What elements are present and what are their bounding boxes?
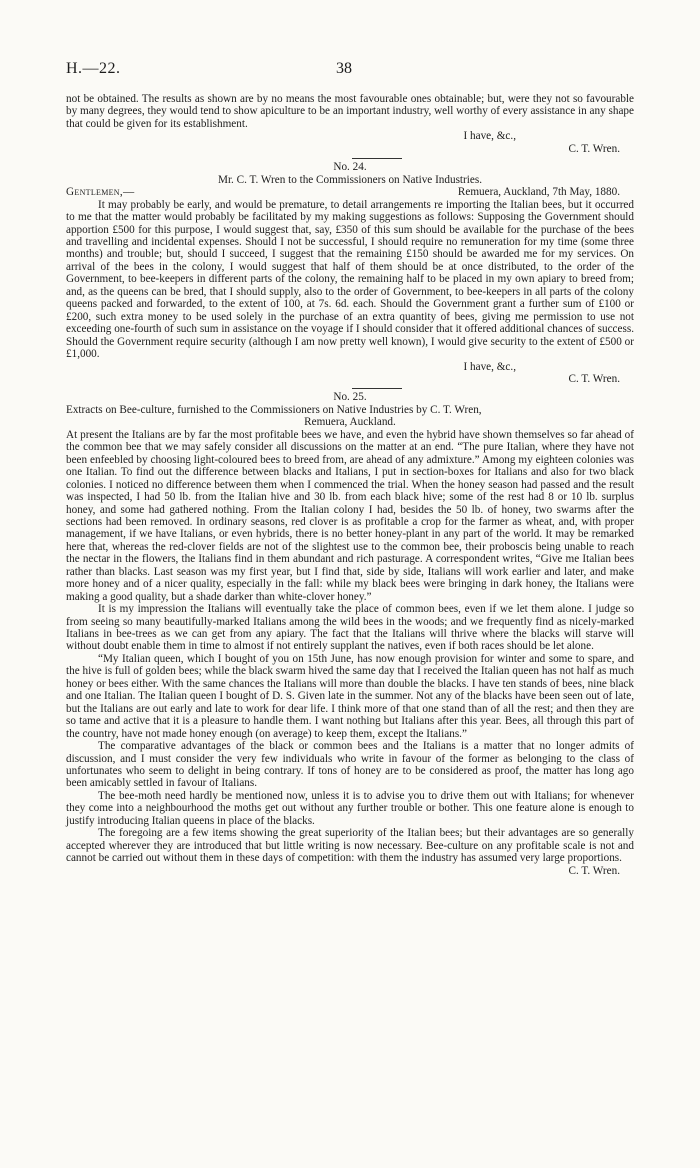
page-number: 38 xyxy=(336,60,352,77)
letter25-signature: C. T. Wren. xyxy=(568,864,620,877)
section-divider xyxy=(352,158,402,159)
letter24-salutation: Gentlemen,— xyxy=(66,186,135,199)
letter25-title-line2: Remuera, Auckland. xyxy=(304,416,396,429)
letter24-title: Mr. C. T. Wren to the Commissioners on Native Industries. xyxy=(218,173,482,186)
letter25-paragraph-1: At present the Italians are by far the most profitable bees we have, and even the hybrid have shown themselves so far ahead of the common bee that we may safely consider all discussions on the matter at an end. “The pure Italian, where they have not been enfeebled by choosing light-coloured bees to breed from, are ahead of any admixture.” Among my eighteen colonies was one Italian. To find out the difference between blacks and Italians, I put in section-boxes for Italians and also for two black colonies. I noticed no difference between them when I commenced the trial. When the honey season had passed and the result was inspected, I had 50 lb. from the Italian hive and 30 lb. from each black hive; some of the rest had 8 or 10 lb. surplus honey, and some had gathered nothing. From the Italian colony I had, besides the 50 lb. of honey, two swarms after the sections had been removed. In ordinary seasons, red clover is as profitable a crop for the farmer as wheat, and, with proper management, if we have Italians, or even hybrids, there is no better honey-plant in any part of the world. It may be remarked here that, whereas the red-clover fields are not of the slightest use to the common bee, their proboscis being unable to reach the nectar in the flowers, the Italians find in them abundant and rich pasturage. A correspondent writes, “Give me Italian bees rather than blacks. Last season was my first year, but I find that, side by side, Italians will work earlier and later, and make more honey and of a nicer quality, especially in the fall: while my black bees were bringing in dark honey, the Italians were making a good quality, but a shade darker than white-clover honey.” xyxy=(66,428,634,603)
letter25-paragraph-4: The comparative advantages of the black or common bees and the Italians is a matter that no longer admits of discussion, and I must consider the very few individuals who write in favour of the former as belonging to the class of unfortunates who seem to delight in being contrary. If tons of honey are to be considered as proof, the matter has long ago been amicably settled in favour of Italians. xyxy=(66,740,634,790)
letter25-number: No. 25. xyxy=(333,391,367,404)
opening-signature: C. T. Wren. xyxy=(568,142,620,155)
letter25-paragraph-5: The bee-moth need hardly be mentioned now, unless it is to advise you to drive them out with Italians; for whenever they come into a neighbourhood the moths get out without any further trouble or bother. This one feature alone is enough to justify introducing Italian queens in place of the blacks. xyxy=(66,789,634,827)
letter25-paragraph-6: The foregoing are a few items showing the great superiority of the Italian bees; but their advantages are so generally accepted wherever they are introduced that but little writing is now necessary. Bee-culture on any profitable scale is not and cannot be carried out without them in these days of competition: with them the industry has assumed very large proportions. xyxy=(66,827,634,865)
letter24-address-date: Remuera, Auckland, 7th May, 1880. xyxy=(457,186,620,199)
letter24-closing: I have, &c., xyxy=(463,360,516,373)
section-divider xyxy=(352,388,402,389)
opening-closing: I have, &c., xyxy=(463,130,516,143)
letter25-paragraph-3: “My Italian queen, which I bought of you on 15th June, has now enough provision for winter and some to spare, and the hive is full of golden bees; while the black swarm hived the same day that I received the Italian queen has not half as much honey or bees either. With the same chances the Italians will more than double the blacks. I have ten stands of bees, nine black and one Italian. The Italian queen I bought of D. S. Given late in the summer. Not any of the blacks have been seen out of late, but the Italians are out early and late to work for dear life. I think more of that one stand than of all the rest; and then they are so tame and active that it is a pleasure to handle them. I want nothing but Italians after this year. Bees, all through this part of the country, have not made honey enough (on average) to keep them, except the Italians.” xyxy=(66,652,634,740)
letter24-salutation-line xyxy=(66,186,634,198)
document-reference: H.—22. xyxy=(66,60,121,77)
page-header xyxy=(66,60,634,80)
letter24-number: No. 24. xyxy=(333,161,367,174)
letter24-signature: C. T. Wren. xyxy=(568,372,620,385)
letter25-title-line1: Extracts on Bee-culture, furnished to the Commissioners on Native Industries by C. T. Wren, xyxy=(66,403,482,416)
letter25-paragraph-2: It is my impression the Italians will eventually take the place of common bees, even if we let them alone. I judge so from seeing so many beautifully-marked Italians among the wild bees in the woods; and we frequently find as nicely-marked Italians in bee-trees as we can get from any apiary. The fact that the Italians will thrive where the blacks will starve will without doubt enable them in time to almost if not entirely supplant the natives, even if both races should be let alone. xyxy=(66,603,634,653)
letter24-body: It may probably be early, and would be premature, to detail arrangements re importing the Italian bees, but it occurred to me that the matter would probably be facilitated by my making suggestions as follows: Supposing the Government should apportion £500 for this purpose, I would suggest that, say, £350 of this sum should be available for the purchase of the bees and travelling and incidental expenses. Should I not be successful, I should require no remuneration for my time (some three months) and trouble; but, should I succeed, I suggest that the remaining £150 should be awarded me for my services. On arrival of the bees in the colony, I would suggest that half of them should be at once distributed, to the order of the Government, to bee-keepers in different parts of the colony, the remaining half to be placed in my own apiary to breed from; and, as the queens can be bred, that I should supply, also to the order of Government, to bee-keepers in all parts of the colony queens packed and forwarded, to the extent of 100, at 7s. 6d. each. Should the Government grant a further sum of £100 or £200, such extra money to be used solely in the purchase of an extra quantity of bees, giving me permission to use not exceeding one-fourth of such sum in assistance on the voyage if I should consider that it offered additional chances of success. Should the Government require security (although I am now pretty well known), I would give security to the extent of £500 or £1,000. xyxy=(66,198,634,361)
opening-paragraph: not be obtained. The results as shown are by no means the most favourable ones obtainable; but, were they not so favourable by many degrees, they would tend to show apiculture to be an important industry, well worthy of every assistance in any shape that could be given for its establishment. xyxy=(66,93,634,130)
page-body xyxy=(66,93,634,877)
